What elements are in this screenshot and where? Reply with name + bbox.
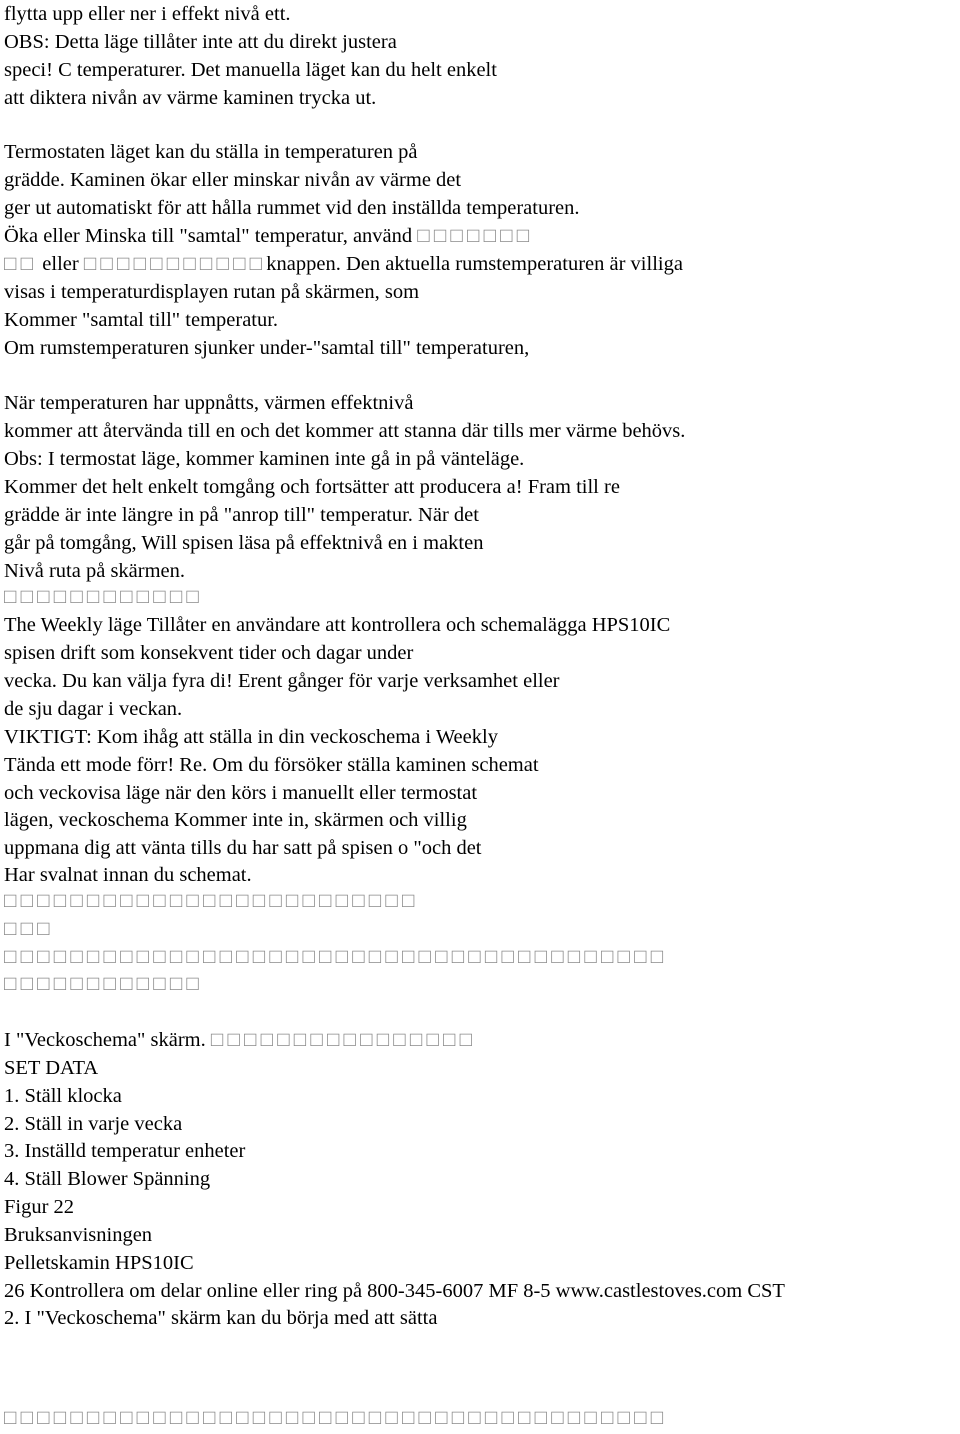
missing-glyph-run: □□□□□□□□□□□□□□□□ [210,1029,477,1051]
text-line: grädde. Kaminen ökar eller minskar nivån av värme det [4,169,462,191]
text-line: The Weekly läge Tillåter en användare att kontrollera och schemalägga HPS10IC [4,614,671,636]
text-line: När temperaturen har uppnåtts, värmen effektnivå [4,392,414,414]
text-line: uppmana dig att vänta tills du har satt på spisen o "och det [4,837,482,859]
missing-glyph-line: □□□□□□□□□□□□ [4,586,203,608]
text-line [4,1026,476,1054]
missing-glyph-line: □□□□□□□□□□□□□□□□□□□□□□□□□□□□□□□□□□□□□□□□ [4,1407,668,1429]
text-line: Har svalnat innan du schemat. [4,864,252,886]
text-line: Bruksanvisningen [4,1224,153,1246]
text-line: 4. Ställ Blower Spänning [4,1168,211,1190]
text-line: att diktera nivån av värme kaminen trycka ut. [4,87,377,109]
missing-glyph-run: □□□□□□□ [417,225,534,247]
text-line: speci! C temperaturer. Det manuella läget kan du helt enkelt [4,59,497,81]
text-run: knappen. [266,253,341,275]
text-line [4,250,683,278]
text-line: 2. I "Veckoschema" skärm kan du börja med att sätta [4,1307,438,1329]
text-line: Nivå ruta på skärmen. [4,560,186,582]
text-line: Figur 22 [4,1196,75,1218]
text-run: I "Veckoschema" skärm. [4,1029,206,1051]
text-line [4,222,533,250]
text-line: OBS: Detta läge tillåter inte att du direkt justera [4,31,397,53]
missing-glyph-run: □□ [4,253,38,275]
text-line: visas i temperaturdisplayen rutan på skärmen, som [4,281,420,303]
text-line: VIKTIGT: Kom ihåg att ställa in din veckoschema i Weekly [4,726,498,748]
missing-glyph-line: □□□□□□□□□□□□□□□□□□□□□□□□□ [4,890,419,912]
text-line: Kommer det helt enkelt tomgång och fortsätter att producera a! Fram till re [4,476,620,498]
text-line: 3. Inställd temperatur enheter [4,1140,246,1162]
text-line: de sju dagar i veckan. [4,698,183,720]
text-line: går på tomgång, Will spisen läsa på effektnivå en i makten [4,532,484,554]
text-line: Kommer "samtal till" temperatur. [4,309,279,331]
text-run: Den aktuella rumstemperaturen är villiga [345,253,683,275]
text-line: grädde är inte längre in på "anrop till" temperatur. När det [4,504,479,526]
text-line: Pelletskamin HPS10IC [4,1252,194,1274]
text-line: spisen drift som konsekvent tider och dagar under [4,642,414,664]
text-line: och veckovisa läge när den körs i manuellt eller termostat [4,782,478,804]
text-line: lägen, veckoschema Kommer inte in, skärmen och villig [4,809,467,831]
text-run: Öka eller Minska till "samtal" temperatur, använd [4,225,413,247]
missing-glyph-line: □□□□□□□□□□□□□□□□□□□□□□□□□□□□□□□□□□□□□□□□ [4,946,668,968]
text-line: Om rumstemperaturen sjunker under-"samtal till" temperaturen, [4,337,530,359]
missing-glyph-run: □□□□□□□□□□□ [83,253,267,275]
text-run: eller [42,253,79,275]
text-line: vecka. Du kan välja fyra di! Erent gånger för varje verksamhet eller [4,670,560,692]
text-line: SET DATA [4,1057,99,1079]
text-line: 26 Kontrollera om delar online eller ring på 800-345-6007 MF 8-5 www.castlestoves.com CST [4,1280,785,1302]
text-line: 1. Ställ klocka [4,1085,122,1107]
missing-glyph-line: □□□□□□□□□□□□ [4,973,203,995]
text-line: Tända ett mode förr! Re. Om du försöker ställa kaminen schemat [4,754,539,776]
missing-glyph-line: □□□ [4,918,54,940]
text-line: Obs: I termostat läge, kommer kaminen inte gå in på vänteläge. [4,448,525,470]
text-line: kommer att återvända till en och det kommer att stanna där tills mer värme behövs. [4,420,686,442]
text-line: flytta upp eller ner i effekt nivå ett. [4,3,291,25]
text-line: Termostaten läget kan du ställa in temperaturen på [4,141,418,163]
text-line: ger ut automatiskt för att hålla rummet vid den inställda temperaturen. [4,197,580,219]
text-line: 2. Ställ in varje vecka [4,1113,183,1135]
